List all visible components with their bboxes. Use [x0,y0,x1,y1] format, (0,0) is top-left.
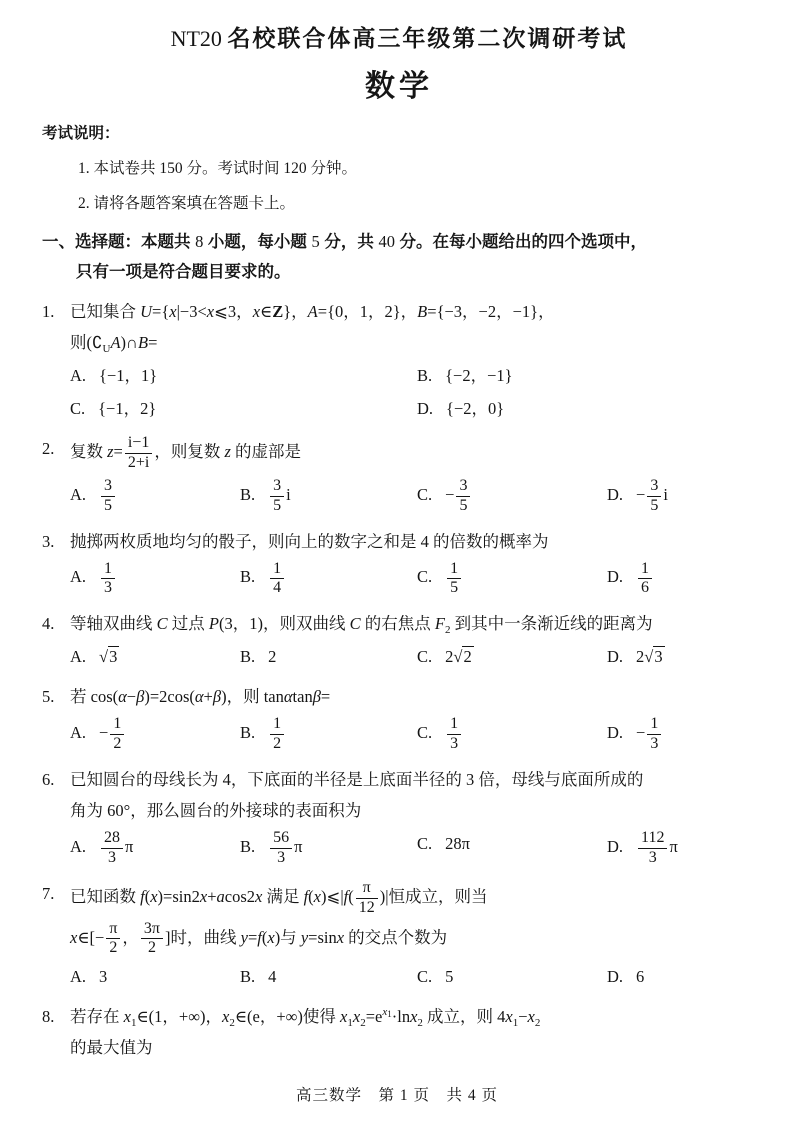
option-label: C. [417,967,433,987]
option-A: A. {−1，1} [70,366,158,385]
option-label: C. [417,484,433,504]
instruction-item-2: 2. 请将各题答案填在答题卡上。 [78,195,296,212]
question-number: 2. [42,439,55,458]
denominator: 2 [141,938,163,958]
numerator: 1 [641,559,650,577]
fraction [270,477,284,516]
math-variable: x [313,886,321,906]
option-B: B. $\frac{3}{5}$ i [240,476,291,514]
fraction [638,560,652,599]
denominator: 5 [456,496,470,516]
subscript: 2 [417,1017,423,1030]
option-D: D. 6 [607,967,645,987]
option-D: D. − $\frac{1}{3}$ [607,714,756,755]
denominator: 2 [270,734,284,754]
denominator: 6 [638,578,652,598]
option-label: A. [70,836,87,856]
option-D: D. 2√3 [607,647,663,667]
option-C: C. 5 [417,967,454,987]
option-B: B. 2 [240,647,277,667]
option-label: B. [240,967,256,987]
option-A [70,559,240,600]
numerator: 3 [273,476,282,494]
question-text: 等轴双曲线 C 过点 P(3，1)，则双曲线 C 的右焦点 $F_2$ 到其中一条渐近线的距离为 [70,614,653,637]
option-label: C. [70,399,86,418]
numerator: 3 [650,476,659,494]
radical [453,646,473,666]
fraction [101,477,115,516]
question-text: 则$(∁_UA)\cap B=$ [70,333,158,355]
question-row [42,296,756,424]
fraction [456,477,470,516]
fraction [106,920,120,959]
options-grid [70,961,756,992]
denominator: 2 [110,734,124,754]
math-variable: x [340,1007,348,1027]
option-C [417,559,607,600]
question-6 [42,764,756,869]
math-variable: β [312,687,321,707]
title-cn-text: 名校联合体高三年级第二次调研考试 [227,25,628,51]
question-text: 已知函数 f(x)=sin2x+acos2x 满足 f(x)⩽|f( $\frac{\pi}{12}$ )|恒成立，则当 [70,878,488,916]
question-text: 角为 60°，那么圆台的外接球的表面积为 [70,801,362,820]
fraction [447,715,461,754]
numerator: 28 [104,829,121,846]
math-variable: x [336,927,345,947]
option-label: D. [607,967,624,987]
bold-text: 一、选择题：本题共 [42,233,196,251]
fraction [141,920,163,959]
denominator: 5 [447,578,461,598]
question-body [70,681,756,755]
numerator: i−1 [127,434,150,451]
option-label: C. [417,567,433,587]
radicand: 2 [463,647,472,667]
denominator: 3 [101,578,115,598]
denominator: 3 [647,734,661,754]
question-body [70,1001,756,1063]
math-variable: x [267,927,275,947]
option-label: D. [607,647,624,667]
question-7 [42,878,756,993]
denominator: 3 [447,734,461,754]
math-variable: x [221,1007,230,1027]
option-B: B. 4 [240,967,277,987]
question-number: 7. [42,883,55,903]
option-B: B. $\frac{56}{3}$ π [240,829,303,866]
fraction [270,560,284,599]
fraction [101,560,115,599]
numerator: 1 [650,715,659,733]
section-heading-line-1: 一、选择题：本题共 8 小题，每小题 5 分，共 40 分。在每小题给出的四个选项中， [42,232,648,251]
question-number: 3. [42,531,55,551]
question-number: 8. [42,1007,55,1027]
option-A: A. 3 [70,967,108,987]
options-grid [70,559,756,600]
math-variable: x [150,886,158,906]
math-variable: β [136,687,145,707]
option-C: C. − $\frac{3}{5}$ [417,476,607,517]
subscript: 2 [229,1017,235,1030]
question-text: 若 cos(α−β)=2cos(α+β)，则 tanαtanβ= [70,687,331,707]
math-variable: α [283,687,293,707]
option-C: C. {−1，2} [70,399,157,418]
option-A [70,476,240,517]
fraction [125,434,152,473]
math-variable: y [300,927,309,947]
option-label: D. [607,836,624,856]
radicand: 3 [109,647,118,667]
bold-text: 只有一项是符合题目要求的。 [76,263,291,281]
page-title [42,20,756,53]
option-label: A. [70,967,87,987]
question-3 [42,526,756,600]
question-text: 已知集合 U={x|−3<x⩽3，x∈Z}，A={0，1，2}，B={−3，−2，−1}， [70,302,555,321]
denominator: 5 [101,496,115,516]
question-body [70,608,756,672]
denominator: 3 [101,848,123,868]
denominator: 5 [647,496,661,516]
math-variable: x [70,927,78,947]
option-label: A. [70,647,87,667]
denominator: 3 [638,848,667,868]
option-B [240,714,417,755]
question-body [70,296,756,424]
question-row [42,526,756,600]
numerator: 3 [459,476,468,494]
fraction [356,879,378,918]
numerator: π [362,878,371,896]
option-C: C. 28π [417,834,470,853]
question-number: 1. [42,302,55,321]
subscript: 2 [360,1017,366,1030]
radical [99,646,119,666]
math-variable: x [123,1007,131,1027]
page-footer: 高三数学 第 1 页 共 4 页 [295,1087,498,1104]
options-grid [70,828,756,869]
superscript [382,1006,391,1018]
options-grid [70,360,756,424]
options-grid [70,476,756,517]
fraction [270,829,292,868]
numerator: 3π [143,919,160,937]
option-D: D. {−2，0} [417,399,505,418]
fraction [647,715,661,754]
numerator: 1 [104,559,113,577]
math-variable: x [527,1007,535,1027]
math-variable: x [199,886,208,906]
option-label: D. [607,567,624,587]
math-variable: P [208,614,219,634]
subscript: 2 [444,624,451,637]
question-text: 若存在 $x_1\in(1$，+∞)，$x_2\in(e$，+∞)使得 $x_1x_2=e^{x_1}\cdot\ln x_2$ 成立，则 $4x_1-x_2$ [70,1006,541,1030]
question-row [42,878,756,993]
section-heading-line-2 [76,257,756,287]
option-label: A. [70,366,87,385]
question-row [42,681,756,755]
math-variable: C [349,614,361,634]
math-variable: z [224,441,231,461]
question-body [70,433,756,517]
radical-sign: √ [453,647,463,667]
question-text: 的最大值为 [70,1038,153,1058]
fraction [110,715,124,754]
question-8 [42,1001,756,1063]
title-latin-text: NT20 [170,26,228,51]
option-A: A. − $\frac{1}{2}$ [70,714,240,755]
math-variable: A [307,302,318,321]
math-variable: x [206,302,215,321]
subscript: U [102,343,111,355]
math-variable: f [343,886,349,906]
math-variable: f [303,886,309,906]
option-label: B. [240,647,256,667]
subscript: 1 [347,1017,353,1030]
fraction [447,560,461,599]
math-variable: f [257,927,262,947]
numerator: 1 [273,559,282,577]
question-number: 5. [42,687,55,707]
math-variable: A [110,333,121,352]
option-A [70,641,240,672]
math-variable: α [118,687,127,707]
question-row [42,764,756,869]
option-B: B. {−2，−1} [417,366,513,385]
question-text: 抛掷两枚质地均匀的骰子，则向上的数字之和是 4 的倍数的概率为 [70,531,549,551]
question-body [70,526,756,600]
question-number: 6. [42,770,55,789]
denominator: 3 [270,848,292,868]
option-label: C. [417,834,433,853]
math-variable: x [410,1007,418,1027]
math-variable: x [352,1007,361,1027]
math-variable: U [140,302,153,321]
question-list [42,296,756,1063]
math-variable: F [434,614,445,634]
option-label: A. [70,723,87,743]
option-label: C. [417,723,433,743]
option-label: D. [417,399,434,418]
math-variable: x [382,1006,388,1019]
math-variable: C [156,614,168,634]
numerator: 1 [450,715,459,733]
question-number: 4. [42,614,55,634]
option-label: D. [607,484,624,504]
option-D [607,559,756,600]
numerator: π [109,919,118,937]
options-grid [70,641,756,672]
question-body [70,764,756,869]
math-variable: B [417,302,428,321]
option-label: A. [70,567,87,587]
denominator: 4 [270,578,284,598]
question-4 [42,608,756,672]
math-variable: z [107,441,114,461]
question-5 [42,681,756,755]
math-variable: x [169,302,177,321]
option-B [240,559,417,600]
denominator: 5 [270,496,284,516]
question-row [42,433,756,517]
math-variable: α [194,687,204,707]
option-label: D. [607,723,624,743]
option-C [417,714,607,755]
numerator: 112 [641,829,665,846]
radical-sign: √ [644,647,654,667]
option-D: D. $\frac{112}{3}$ π [607,829,678,866]
numerator: 1 [273,715,282,733]
instruction-item-1: 1. 本试卷共 150 分。考试时间 120 分钟。 [78,160,358,177]
fraction [270,715,284,754]
math-variable: x [505,1007,513,1027]
bold-text: 小题，每小题 [203,233,312,251]
radical [644,646,664,666]
option-label: B. [240,567,256,587]
option-label: B. [240,484,256,504]
fraction [647,477,661,516]
math-variable: β [212,687,222,707]
subscript: 1 [512,1017,519,1030]
question-2 [42,433,756,517]
bold-text: 分。在每小题给出的四个选项中， [394,233,648,251]
numerator: 1 [113,715,122,733]
bold-text: Z [272,302,284,321]
instructions-heading: 考试说明： [42,125,120,142]
option-label: A. [70,484,87,504]
denominator: 12 [356,898,378,918]
option-label: B. [417,366,433,385]
option-label: C. [417,647,433,667]
question-row [42,1001,756,1063]
option-label: B. [240,723,256,743]
math-variable: x [255,886,263,906]
question-1 [42,296,756,424]
math-variable: B [137,333,149,352]
math-variable: x [252,302,261,321]
numerator: 1 [450,559,459,577]
subject-title: 数学 [365,70,433,103]
subscript: 2 [534,1017,541,1030]
question-text: x∈[− $\frac{\pi}{2}$ ， $\frac{3\pi}{2}$ ]时，曲线 y=f(x)与 y=sinx 的交点个数为 [70,919,448,957]
denominator: 2+i [125,453,152,473]
subscript: 1 [130,1017,137,1030]
question-row [42,608,756,672]
numerator: 3 [104,476,113,494]
option-C: C. 2√2 [417,647,472,667]
bold-text: 分，共 [319,233,379,251]
math-variable: a [216,886,225,906]
option-D: D. − $\frac{3}{5}$ i [607,476,668,514]
math-variable: f [140,886,145,906]
subscript: 1 [387,1009,392,1020]
radical-sign: √ [99,647,109,667]
radicand: 3 [654,647,663,667]
fraction [638,829,667,868]
math-variable: y [240,927,248,947]
question-body [70,878,756,993]
numerator: 56 [273,829,290,846]
question-text: 已知圆台的母线长为 4，下底面的半径是上底面半径的 3 倍，母线与底面所成的 [70,770,644,789]
option-label: B. [240,836,256,856]
options-grid [70,714,756,755]
fraction [101,829,123,868]
option-A: A. $\frac{28}{3}$ π [70,829,134,866]
denominator: 2 [106,938,120,958]
question-text: 复数 z= $\frac{i-1}{2+i}$ ，则复数 z 的虚部是 [70,434,301,471]
